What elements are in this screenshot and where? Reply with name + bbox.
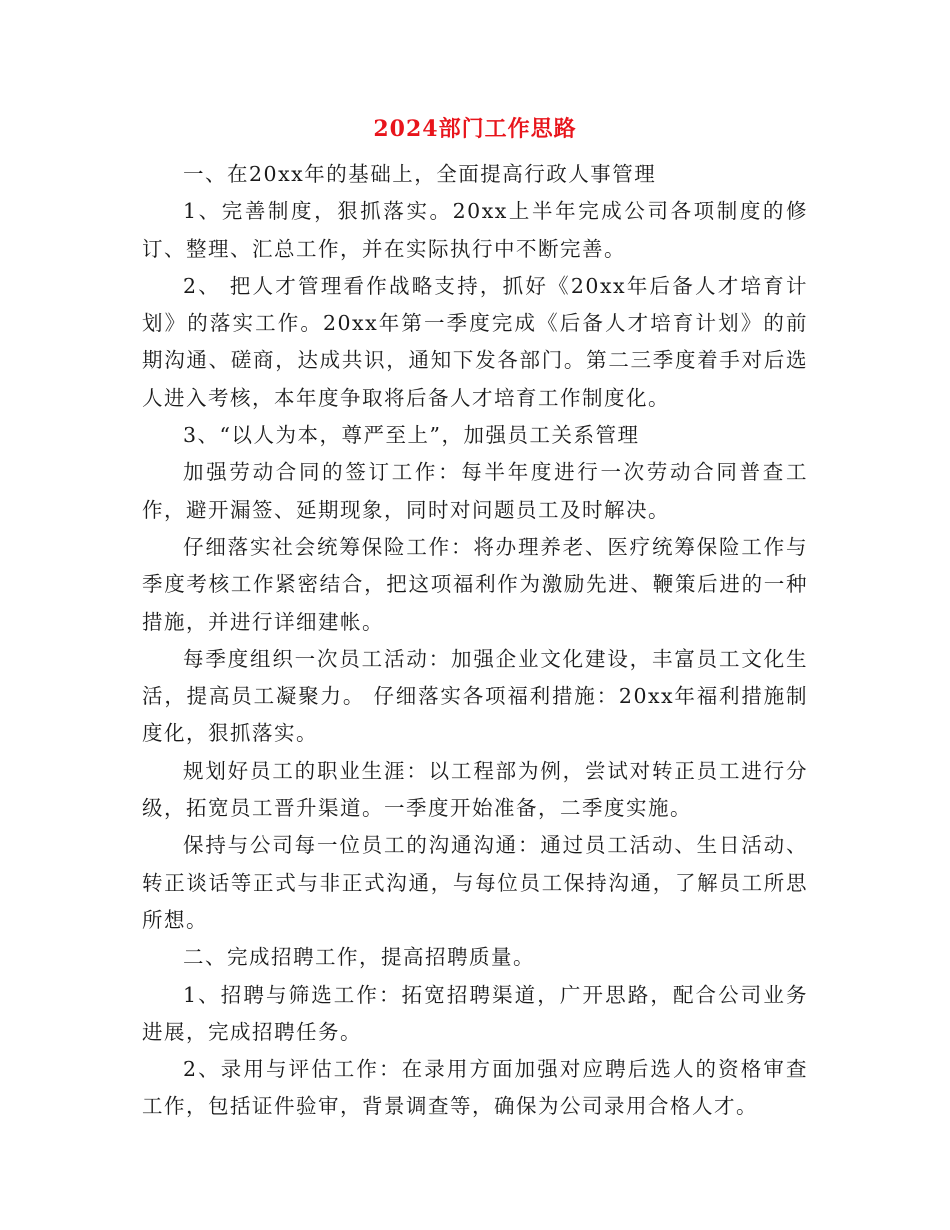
paragraph: 1、招聘与筛选工作：拓宽招聘渠道，广开思路，配合公司业务进展，完成招聘任务。 — [142, 982, 808, 1044]
paragraph: 3、“以人为本，尊严至上”，加强员工关系管理 — [183, 423, 640, 448]
paragraph: 2、 把人才管理看作战略支持，抓好《20xx年后备人才培育计划》的落实工作。20xx年第一季度完成《后备人才培育计划》的前期沟通、磋商，达成共识，通知下发各部门。第二三季度着手对后选人进入考核，本年度争取将后备人才培育工作制度化。 — [142, 273, 808, 410]
paragraph: 规划好员工的职业生涯：以工程部为例，尝试对转正员工进行分级，拓宽员工晋升渠道。一季度开始准备，二季度实施。 — [142, 758, 808, 821]
paragraph: 二、完成招聘工作，提高招聘质量。 — [183, 945, 535, 970]
paragraph: 加强劳动合同的签订工作：每半年度进行一次劳动合同普查工作，避开漏签、延期现象，同时对问题员工及时解决。 — [142, 460, 808, 522]
paragraph: 2、录用与评估工作：在录用方面加强对应聘后选人的资格审查工作，包括证件验审，背景调查等，确保为公司录用合格人才。 — [142, 1057, 808, 1119]
paragraph: 保持与公司每一位员工的沟通沟通：通过员工活动、生日活动、转正谈话等正式与非正式沟通，与每位员工保持沟通，了解员工所思所想。 — [142, 833, 808, 932]
paragraph: 仔细落实社会统筹保险工作：将办理养老、医疗统筹保险工作与季度考核工作紧密结合，把这项福利作为激励先进、鞭策后进的一种措施，并进行详细建帐。 — [142, 534, 808, 634]
paragraph: 每季度组织一次员工活动：加强企业文化建设，丰富员工文化生活，提高员工凝聚力。 仔细落实各项福利措施：20xx年福利措施制度化，狠抓落实。 — [142, 646, 808, 746]
paragraph: 1、完善制度，狠抓落实。20xx上半年完成公司各项制度的修订、整理、汇总工作，并在实际执行中不断完善。 — [142, 199, 808, 261]
paragraph: 一、在20xx年的基础上，全面提高行政人事管理 — [183, 162, 657, 186]
document-body — [142, 156, 808, 1126]
document-title: 2024部门工作思路 — [373, 116, 577, 142]
